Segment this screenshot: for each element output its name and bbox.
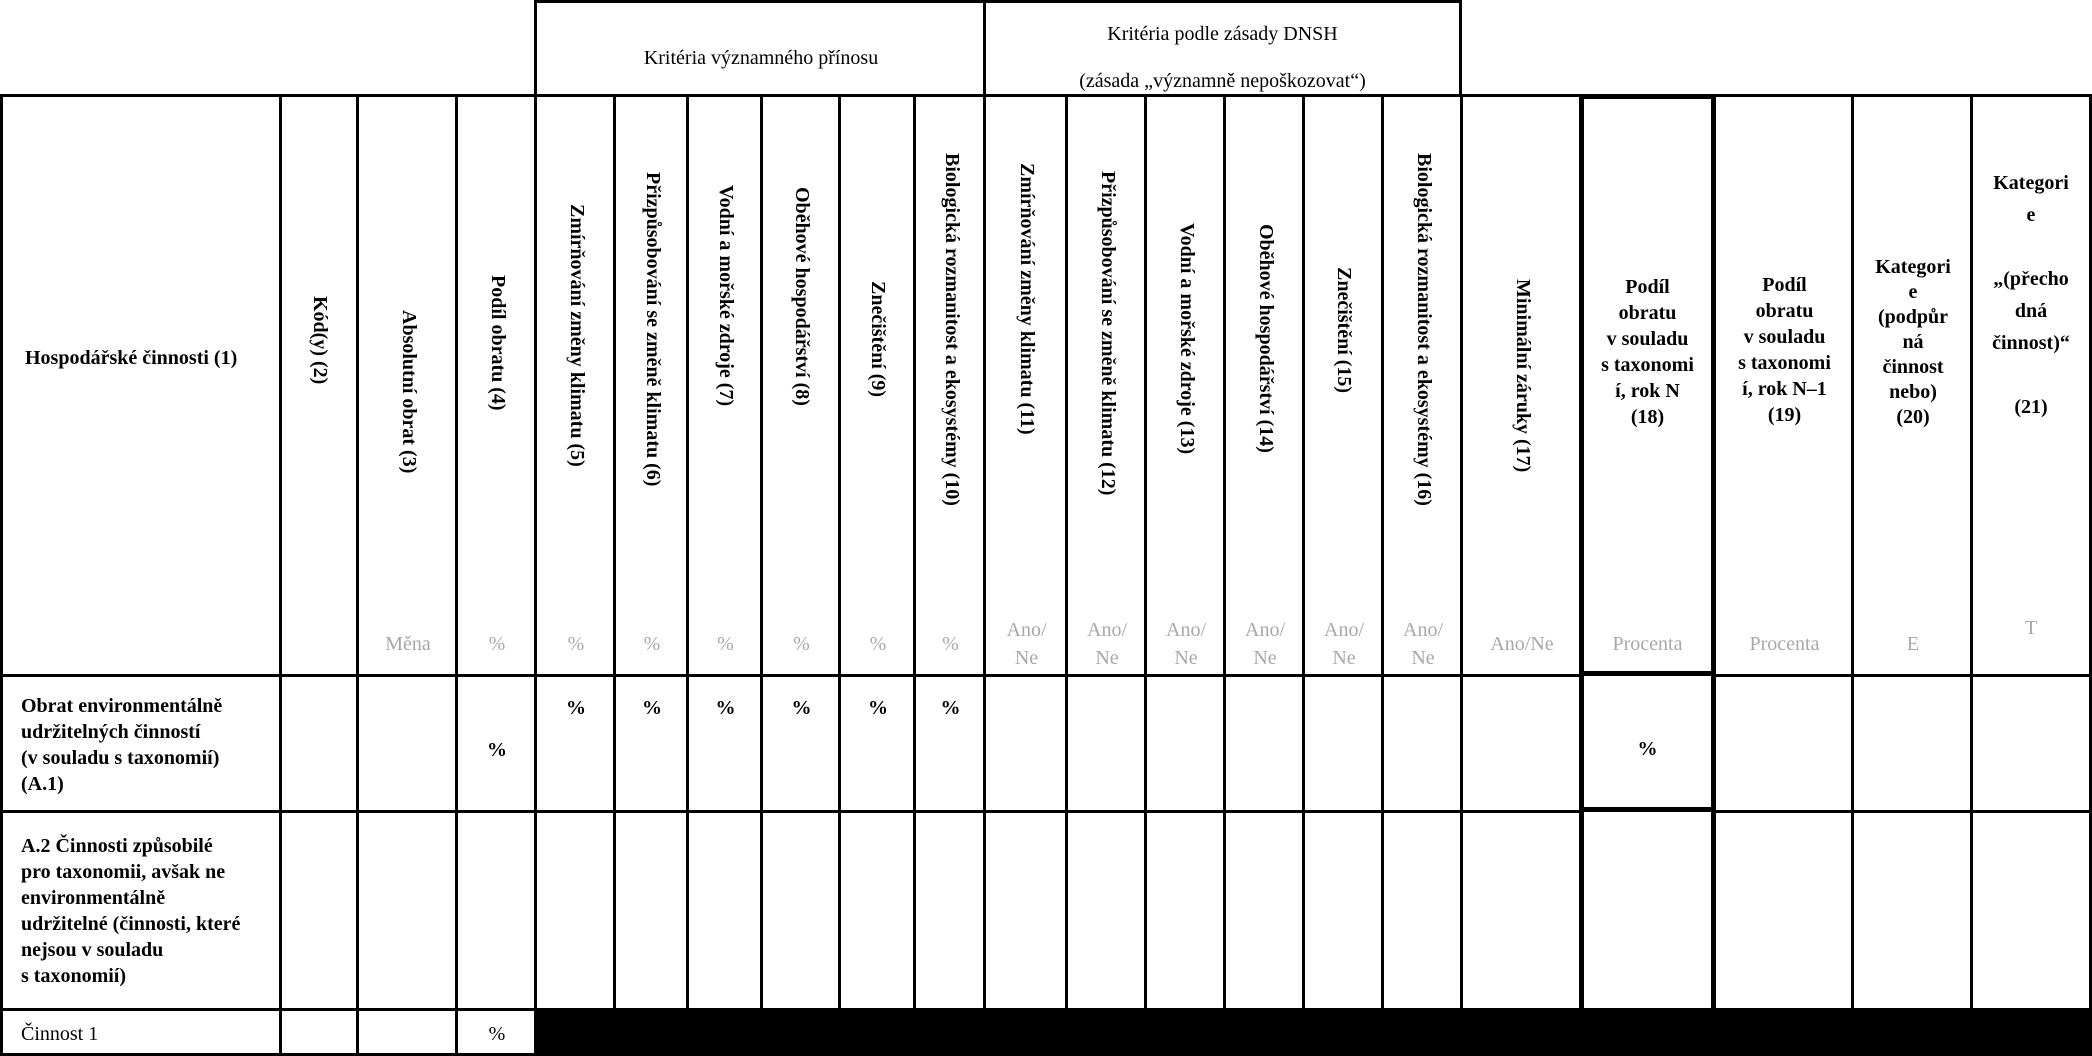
row-a1-sc-pollution (838, 674, 915, 812)
unit-c19: Procenta (1749, 633, 1820, 655)
row-a2-dnsh-circular (1223, 810, 1304, 1010)
header-turnover-label: Absolutní obrat (3) (398, 310, 420, 474)
unit-c18: Procenta (1612, 633, 1683, 655)
row-a1-sc-value: % (791, 697, 812, 719)
unit-dnsh-biodiversity-b: Ne (1411, 647, 1435, 669)
row-a2-label-line: s taxonomií) (21, 965, 126, 987)
unit-sc-water: % (717, 633, 734, 655)
header-c20-line: činnost (1882, 356, 1944, 378)
row-a1-turnover (356, 674, 457, 812)
header-c21-line: Kategori (1993, 172, 2069, 194)
row-activity1-share-value: % (488, 1023, 506, 1045)
row-a1-label-cell (0, 674, 281, 812)
unit-sc-adaptation: % (643, 633, 661, 655)
row-activity1-label-cell (0, 1008, 281, 1056)
row-a2-dnsh-biodiversity (1381, 810, 1462, 1010)
row-a2-dnsh-pollution (1302, 810, 1383, 1010)
header-c20-line: (20) (1896, 406, 1930, 428)
row-a1-dnsh-water (1144, 674, 1225, 812)
unit-dnsh-water-b: Ne (1174, 647, 1198, 669)
header-safeguards (1460, 94, 1581, 676)
row-a2-sc-water (686, 810, 762, 1010)
row-a1-label-line: (A.1) (21, 773, 64, 795)
header-c18-line: (18) (1630, 406, 1665, 428)
header-c21-line: „(přecho (1993, 268, 2069, 290)
header-c18-line: s taxonomi (1601, 354, 1694, 376)
dnsh-group-header (983, 0, 1462, 96)
row-a1-label-line: udržitelných činností (21, 721, 201, 743)
header-sc-mitigation-label: Zmírňování změny klimatu (5) (566, 204, 588, 467)
header-dnsh-pollution-label: Znečištění (15) (1333, 267, 1355, 394)
header-c18-line: v souladu (1606, 328, 1689, 350)
row-a1-sc-adaptation (613, 674, 688, 812)
header-codes-label: Kód(y) (2) (309, 296, 331, 385)
row-a2-sc-pollution (838, 810, 915, 1010)
unit-dnsh-pollution-a: Ano/ (1324, 619, 1364, 641)
row-activity1-shaded-area (534, 1008, 2092, 1056)
row-a2-safeguards (1460, 810, 1581, 1010)
header-c21-line: dná (2014, 300, 2048, 322)
row-a2-label-line: udržitelné (činnosti, které (21, 913, 241, 935)
row-a1-c18-value: % (1637, 738, 1658, 760)
header-c19-line: v souladu (1743, 326, 1826, 348)
header-c18-line: í, rok N (1615, 380, 1680, 402)
header-dnsh-water-label: Vodní a mořské zdroje (13) (1176, 223, 1198, 455)
substantial-contribution-title: Kritéria významného přínosu (643, 47, 879, 69)
header-dnsh-mitigation-label: Zmírňování změny klimatu (11) (1016, 163, 1038, 435)
row-a1-label (21, 693, 222, 797)
unit-dnsh-mitigation-a: Ano/ (1006, 619, 1047, 641)
header-dnsh-circular-label: Oběhové hospodářství (14) (1255, 224, 1277, 453)
row-a1-share (455, 674, 536, 812)
row-a1-sc-circular (760, 674, 840, 812)
row-activity1-label: Činnost 1 (21, 1023, 99, 1045)
row-activity1-turnover (356, 1008, 457, 1056)
row-a1-sc-value: % (566, 697, 586, 719)
header-c18-line: Podíl (1625, 276, 1670, 298)
header-c19-line: s taxonomi (1738, 352, 1831, 374)
row-a1-label-line: Obrat environmentálně (21, 695, 223, 717)
unit-safeguards: Ano/Ne (1490, 633, 1554, 655)
header-dnsh-circular (1223, 94, 1304, 676)
row-a2-label-line: A.2 Činnosti způsobilé (21, 835, 213, 857)
header-share-label: Podíl obratu (4) (487, 275, 509, 411)
row-a2-codes (279, 810, 358, 1010)
header-share (455, 94, 536, 676)
row-a2-share (455, 810, 536, 1010)
row-a2-label-line: pro taxonomii, avšak ne (21, 861, 226, 883)
header-c19-line: obratu (1755, 300, 1814, 322)
unit-dnsh-adaptation-a: Ano/ (1087, 619, 1127, 641)
unit-sc-mitigation: % (567, 633, 585, 655)
header-c20-label (1854, 255, 1972, 430)
header-c20 (1851, 94, 1972, 676)
row-a2-sc-adaptation (613, 810, 688, 1010)
row-a2-dnsh-adaptation (1065, 810, 1146, 1010)
header-sc-adaptation-label: Přizpůsobování se změně klimatu (6) (642, 172, 664, 487)
header-c20-line: e (1908, 281, 1918, 303)
unit-sc-biodiversity: % (942, 633, 959, 655)
header-c19-line: í, rok N–1 (1742, 378, 1827, 400)
header-sc-pollution-label: Znečištění (9) (867, 281, 889, 398)
header-activities (0, 94, 281, 676)
unit-dnsh-circular-b: Ne (1253, 647, 1277, 669)
header-dnsh-mitigation (983, 94, 1067, 676)
row-a1-sc-value: % (715, 697, 736, 719)
header-sc-circular-label: Oběhové hospodářství (8) (791, 187, 813, 406)
unit-c20: E (1906, 633, 1920, 655)
header-activities-label: Hospodářské činnosti (1) (25, 347, 238, 369)
header-c21-line (1973, 359, 2089, 391)
row-a1-dnsh-pollution (1302, 674, 1383, 812)
row-activity1-codes (279, 1008, 358, 1056)
row-a2-dnsh-mitigation (983, 810, 1067, 1010)
row-a1-sc-value: % (642, 697, 662, 719)
row-a1-dnsh-adaptation (1065, 674, 1146, 812)
header-c19-line: (19) (1767, 404, 1802, 426)
dnsh-title: Kritéria podle zásady DNSH (1107, 23, 1338, 45)
row-a1-safeguards (1460, 674, 1581, 812)
header-dnsh-biodiversity (1381, 94, 1462, 676)
row-a1-sc-biodiversity (913, 674, 985, 812)
row-a1-sc-mitigation (534, 674, 615, 812)
header-c20-line: ná (1902, 331, 1924, 353)
row-a1-share-value: % (487, 739, 507, 761)
header-codes (279, 94, 358, 676)
row-a2-label (21, 833, 240, 989)
unit-dnsh-circular-a: Ano/ (1245, 619, 1285, 641)
unit-sc-pollution: % (869, 633, 887, 655)
header-c18-line: obratu (1618, 302, 1677, 324)
row-a1-dnsh-circular (1223, 674, 1304, 812)
unit-dnsh-mitigation-b: Ne (1014, 647, 1039, 669)
header-dnsh-adaptation-label: Přizpůsobování se změně klimatu (12) (1097, 171, 1119, 496)
row-a2-c20 (1851, 810, 1972, 1010)
row-a1-sc-value: % (868, 697, 888, 719)
row-a2-sc-biodiversity (913, 810, 985, 1010)
row-a1-c18 (1579, 671, 1716, 812)
row-a1-c19 (1716, 674, 1853, 812)
header-safeguards-label: Minimální záruky (17) (1512, 279, 1534, 473)
header-dnsh-adaptation (1065, 94, 1146, 676)
header-c21-label (1973, 167, 2089, 423)
row-a2-dnsh-water (1144, 810, 1225, 1010)
row-a2-c19 (1716, 810, 1853, 1010)
unit-sc-circular: % (793, 633, 810, 655)
header-c20-line: (podpůr (1877, 306, 1949, 328)
header-sc-biodiversity-label: Biologická rozmanitost a ekosystémy (10) (941, 153, 963, 506)
header-turnover (356, 94, 457, 676)
header-c19-line: Podíl (1762, 274, 1807, 296)
row-a1-label-line: (v souladu s taxonomií) (21, 747, 220, 769)
header-sc-pollution (838, 94, 915, 676)
header-c18 (1579, 94, 1716, 676)
unit-dnsh-water-a: Ano/ (1166, 619, 1206, 641)
substantial-contribution-group-header (534, 0, 985, 96)
header-c19 (1716, 94, 1853, 676)
unit-dnsh-adaptation-b: Ne (1095, 647, 1119, 669)
row-a2-sc-mitigation (534, 810, 615, 1010)
row-a2-label-cell (0, 810, 281, 1010)
row-a1-c21 (1970, 674, 2092, 812)
header-c21-line: (21) (2014, 396, 2048, 418)
unit-c21: T (2024, 617, 2038, 639)
row-a2-label-line: nejsou v souladu (21, 939, 164, 961)
header-c19-label (1716, 272, 1853, 428)
header-dnsh-biodiversity-label: Biologická rozmanitost a ekosystémy (16) (1413, 153, 1435, 506)
header-c21 (1970, 94, 2092, 676)
row-a1-sc-water (686, 674, 762, 812)
row-a1-sc-value: % (940, 697, 961, 719)
header-sc-water (686, 94, 762, 676)
unit-dnsh-biodiversity-a: Ano/ (1403, 619, 1443, 641)
header-c21-line: činnost)“ (1992, 332, 2070, 354)
header-dnsh-pollution (1302, 94, 1383, 676)
row-a2-label-line: environmentálně (21, 887, 166, 909)
dnsh-subtitle: (zásada „významně nepoškozovat“) (1079, 70, 1366, 92)
header-sc-water-label: Vodní a mořské zdroje (7) (715, 185, 737, 407)
unit-turnover: Měna (385, 633, 431, 655)
header-sc-biodiversity (913, 94, 985, 676)
row-a2-c18 (1579, 807, 1716, 1012)
header-c18-label (1584, 274, 1711, 430)
unit-dnsh-pollution-b: Ne (1332, 647, 1356, 669)
row-a2-sc-circular (760, 810, 840, 1010)
header-sc-mitigation (534, 94, 615, 676)
unit-share: % (488, 633, 506, 655)
row-a2-c21 (1970, 810, 2092, 1010)
row-a1-dnsh-biodiversity (1381, 674, 1462, 812)
header-c20-line: nebo) (1889, 381, 1937, 403)
header-sc-adaptation (613, 94, 688, 676)
row-a1-codes (279, 674, 358, 812)
header-c20-line: Kategori (1875, 256, 1951, 278)
header-c21-line: e (2026, 204, 2036, 226)
row-a1-c20 (1851, 674, 1972, 812)
header-c21-line (1973, 231, 2089, 263)
header-dnsh-water (1144, 94, 1225, 676)
row-activity1-share (455, 1008, 536, 1056)
header-sc-circular (760, 94, 840, 676)
row-a2-turnover (356, 810, 457, 1010)
row-a1-dnsh-mitigation (983, 674, 1067, 812)
